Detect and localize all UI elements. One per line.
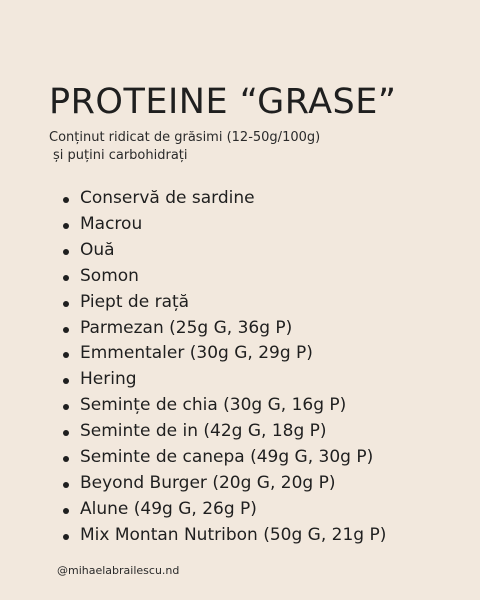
list-item: [60, 523, 386, 549]
list-item-label: Ouă: [80, 239, 115, 260]
list-item: [60, 419, 386, 445]
list-item-label: Somon: [80, 265, 139, 286]
list-item: [60, 290, 386, 316]
bullet-icon: [63, 197, 69, 203]
list-item: [60, 341, 386, 367]
list-item: [60, 186, 386, 212]
list-item: [60, 497, 386, 523]
protein-list: [60, 186, 386, 549]
bullet-icon: [63, 430, 69, 436]
list-item-label: Emmentaler (30g G, 29g P): [80, 343, 313, 364]
bullet-icon: [63, 404, 69, 410]
bullet-icon: [63, 352, 69, 358]
list-item-label: Mix Montan Nutribon (50g G, 21g P): [80, 524, 387, 545]
list-item-label: Seminte de in (42g G, 18g P): [80, 421, 327, 442]
list-item: [60, 316, 386, 342]
subtitle-line-2: și puțini carbohidrați: [53, 148, 188, 163]
bullet-icon: [63, 482, 69, 488]
bullet-icon: [63, 249, 69, 255]
list-item: [60, 471, 386, 497]
bullet-icon: [63, 327, 69, 333]
list-item-label: Parmezan (25g G, 36g P): [80, 317, 293, 338]
list-item-label: Macrou: [80, 213, 143, 234]
list-item: [60, 367, 386, 393]
bullet-icon: [63, 456, 69, 462]
list-item-label: Hering: [80, 369, 137, 390]
list-item-label: Alune (49g G, 26g P): [80, 498, 257, 519]
bullet-icon: [63, 508, 69, 514]
author-handle: @mihaelabrailescu.nd: [57, 564, 180, 577]
list-item: [60, 212, 386, 238]
list-item: [60, 445, 386, 471]
list-item-label: Beyond Burger (20g G, 20g P): [80, 472, 336, 493]
list-item-label: Conservă de sardine: [80, 188, 255, 208]
bullet-icon: [63, 534, 69, 540]
list-item-label: Seminte de canepa (49g G, 30g P): [80, 447, 374, 468]
list-item: [60, 393, 386, 419]
list-item-label: Piept de rață: [80, 291, 190, 312]
bullet-icon: [63, 275, 69, 281]
list-item-label: Semințe de chia (30g G, 16g P): [80, 395, 347, 416]
page-title: PROTEINE “GRASE”: [49, 82, 397, 122]
bullet-icon: [63, 378, 69, 384]
subtitle-line-1: Conținut ridicat de grăsimi (12-50g/100g): [49, 130, 321, 145]
bullet-icon: [63, 223, 69, 229]
list-item: [60, 238, 386, 264]
subtitle: [49, 129, 320, 165]
bullet-icon: [63, 301, 69, 307]
list-item: [60, 264, 386, 290]
